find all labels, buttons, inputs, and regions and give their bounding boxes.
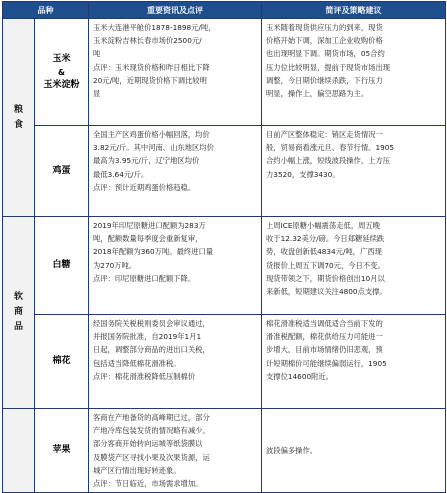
- product-sugar: 白糖: [35, 217, 89, 315]
- news-egg: 全国主产区鸡蛋价格小幅回落，均价 3.82元/斤。其中河南、山东地区均价 最高为3.95元/斤，辽宁地区均价 最低3.64元/斤。 点评：预计近期鸡蛋价格趋稳。: [89, 126, 262, 217]
- product-corn-line1: 玉米: [52, 53, 71, 64]
- strategy-egg: 目前产区整体稳定：销区走货情况一 般，贸易商看涨元旦、春节行情。1905 合约小幅上涨，短线波段操作，上方压 力3520，支撑3430。: [262, 126, 446, 217]
- product-cotton: 棉花: [35, 315, 89, 409]
- table-row: [3, 315, 446, 409]
- product-egg: 鸡蛋: [35, 126, 89, 217]
- category-grain: 粮 食: [3, 19, 35, 217]
- news-apple: 客商在产地备货的高峰期已过，部分 产地冷库包装发货的情况略有减少。 部分客商开始转向运城等纸袋膜以 及膜袋产区寻找小果及次果货源，运 城产区行情出现好转迹象。 点评：节日临近，市场需求增加。: [89, 409, 262, 493]
- category-blank: [3, 409, 35, 493]
- product-apple: 苹果: [35, 409, 89, 493]
- table-row: [3, 409, 446, 493]
- strategy-corn: 玉米随着现货供应压力的到来，现货 价格开始下调，深加工企业收购价格 也出现明显下调。期货市场，05合约 压力位比较明显，提前于现货市场出现 调整，今日期价继续杀跌，下行压力 明显，操作上，偏空思路为主。: [262, 19, 446, 126]
- header-variety: 品种: [3, 2, 89, 19]
- strategy-sugar: 上周ICE原糖小幅震荡走低，周五晚 收于12.32美分/磅。今日郑糖延续跌 势，收盘创新低4834元/吨，广西现 货报价上周五下调70元，今日不变。 现货带领之下，期货价格创出10月以 来新低，短期建议关注4800点支撑。: [262, 217, 446, 315]
- product-corn-line2: 玉米淀粉: [43, 79, 80, 90]
- product-corn-amp: &: [58, 67, 65, 77]
- news-cotton: 经国务院关税税则委员会审议通过， 并报国务院批准，自2019年1月1 日起，调整部分商品的进出口关税， 包括适当降低棉花滑准税。 点评：棉花滑准税降低压制棉价: [89, 315, 262, 409]
- table-row: [3, 126, 446, 217]
- category-soft: 软 商 品: [3, 217, 35, 409]
- news-sugar: 2019年印尼原糖进口配额为283万 吨，配额数量每季度会重新复审， 2018年配额为360万吨。最终进口量 为270万吨。 点评：印尼原糖进口配额下降。: [89, 217, 262, 315]
- header-news: 重要资讯及点评: [89, 2, 262, 19]
- table-row: [3, 217, 446, 315]
- table-row: [3, 19, 446, 126]
- commodity-table: [2, 1, 446, 493]
- table-header-row: [3, 2, 446, 19]
- news-corn: 玉米大连港平舱价1878-1898元/吨， 玉米淀粉吉林长春市场价2500元/ 吨 点评：玉米现货价格和昨日相比下降 20元/吨，近期现货价格下调比较明 显: [89, 19, 262, 126]
- product-corn: [35, 19, 89, 126]
- strategy-cotton: 棉花滑准税适当调低适合当前下发的 滑准税配额，棉花供给压力可能进一 步增大，目前市场情绪仍旧悲观，预 计短期棉价可能继续偏弱运行，1905 支撑位14600附近。: [262, 315, 446, 409]
- strategy-apple: 波段偏多操作。: [262, 409, 446, 493]
- header-strategy: 简评及策略建议: [262, 2, 446, 19]
